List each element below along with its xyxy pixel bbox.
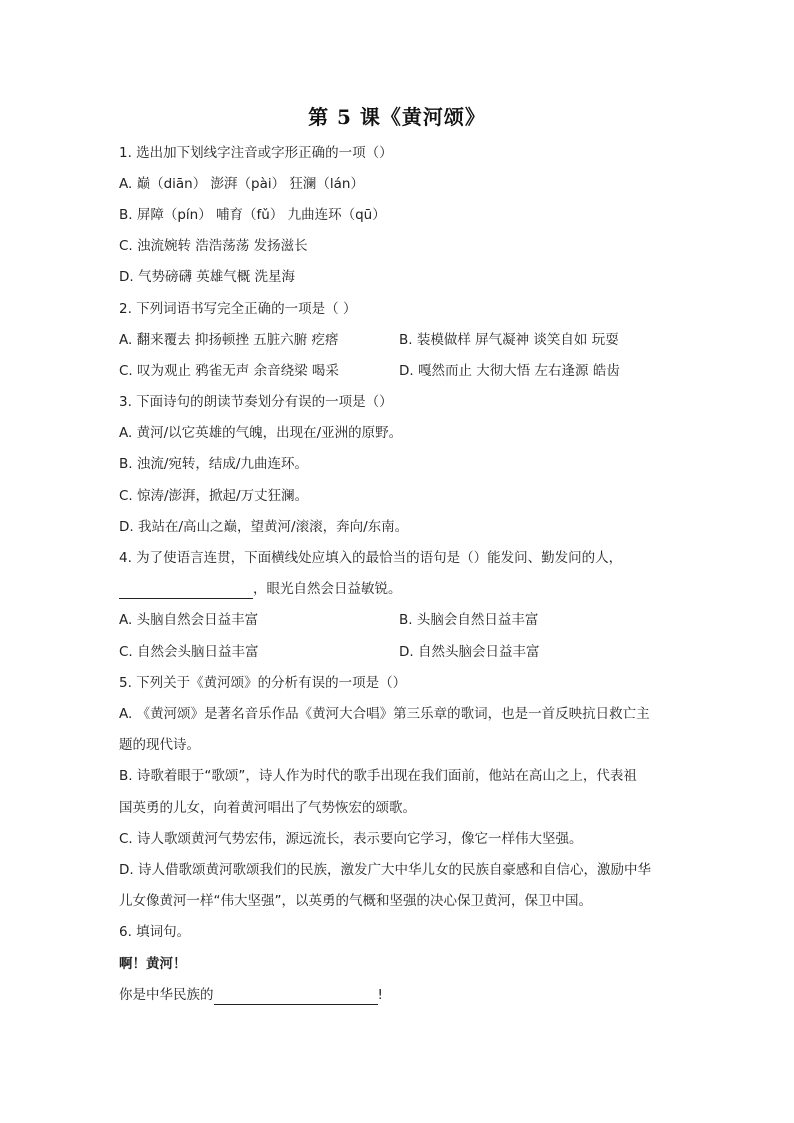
question-2-option-c: C. 叹为观止 鸦雀无声 余音绕梁 喝采 — [119, 363, 339, 379]
question-5-option-b-line1: B. 诗歌着眼于“歌颂”，诗人作为时代的歌手出现在我们面前，他站在高山之上，代表祖 — [119, 768, 637, 784]
question-1-option-d: D. 气势磅礴 英雄气概 洗星海 — [119, 269, 296, 285]
question-2-stem: 2. 下列词语书写完全正确的一项是（ ） — [119, 301, 357, 317]
poem-line-1: 啊！黄河！ — [119, 956, 187, 972]
poem-line-2-suffix: ! — [377, 987, 383, 1003]
question-4-option-a: A. 头脑自然会日益丰富 — [119, 612, 259, 628]
answer-blank[interactable] — [119, 582, 253, 599]
question-3-option-a: A. 黄河/以它英雄的气魄，出现在/亚洲的原野。 — [119, 425, 403, 441]
question-4-stem: 4. 为了使语言连贯，下面横线处应填入的最恰当的语句是（）能发问、勤发问的人， — [119, 550, 623, 566]
question-1-option-a: A. 巅（diān） 澎湃（pài） 狂澜（lán） — [119, 176, 364, 192]
question-4-stem-continued — [119, 579, 402, 599]
question-5-option-b-line2: 国英勇的儿女，向着黄河唱出了气势恢宏的颂歌。 — [119, 800, 416, 816]
question-1-stem: 1. 选出加下划线字注音或字形正确的一项（） — [119, 145, 393, 161]
question-4-option-d: D. 自然头脑会日益丰富 — [399, 644, 540, 660]
page-title: 第 5 课《黄河颂》 — [308, 105, 486, 129]
question-1-option-c: C. 浊流婉转 浩浩荡荡 发扬滋长 — [119, 238, 308, 254]
question-2-option-d: D. 嘎然而止 大彻大悟 左右逢源 皓齿 — [399, 363, 620, 379]
question-5-stem: 5. 下列关于《黄河颂》的分析有误的一项是（） — [119, 675, 407, 691]
question-2-option-b: B. 装模做样 屏气凝神 谈笑自如 玩耍 — [399, 332, 619, 348]
question-3-option-d: D. 我站在/高山之巅，望黄河/滚滚，奔向/东南。 — [119, 519, 409, 535]
question-6-stem: 6. 填词句。 — [119, 924, 191, 940]
question-4-option-b: B. 头脑会自然日益丰富 — [399, 612, 539, 628]
answer-blank[interactable] — [214, 988, 378, 1005]
question-5-option-a-line2: 题的现代诗。 — [119, 737, 200, 753]
question-5-option-c: C. 诗人歌颂黄河气势宏伟，源远流长，表示要向它学习，像它一样伟大坚强。 — [119, 831, 583, 847]
question-4-option-c: C. 自然会头脑日益丰富 — [119, 644, 259, 660]
question-4-stem-tail: ，眼光自然会日益敏锐。 — [253, 581, 402, 597]
question-1-option-b: B. 屏障（pín） 哺育（fǔ） 九曲连环（qū） — [119, 207, 386, 223]
poem-line-2-prefix: 你是中华民族的 — [119, 987, 214, 1003]
question-5-option-d-line1: D. 诗人借歌颂黄河歌颂我们的民族，激发广大中华儿女的民族自豪感和自信心，激励中华 — [119, 862, 651, 878]
question-3-option-c: C. 惊涛/澎湃，掀起/万丈狂澜。 — [119, 488, 309, 504]
question-3-option-b: B. 浊流/宛转，结成/九曲连环。 — [119, 456, 308, 472]
question-3-stem: 3. 下面诗句的朗读节奏划分有误的一项是（） — [119, 394, 393, 410]
poem-line-2 — [119, 985, 383, 1005]
question-5-option-d-line2: 儿女像黄河一样“伟大坚强”，以英勇的气概和坚强的决心保卫黄河，保卫中国。 — [119, 893, 592, 909]
question-5-option-a-line1: A. 《黄河颂》是著名音乐作品《黄河大合唱》第三乐章的歌词，也是一首反映抗日救亡主 — [119, 706, 650, 722]
question-2-option-a: A. 翻来覆去 抑扬顿挫 五脏六腑 疙瘩 — [119, 332, 339, 348]
